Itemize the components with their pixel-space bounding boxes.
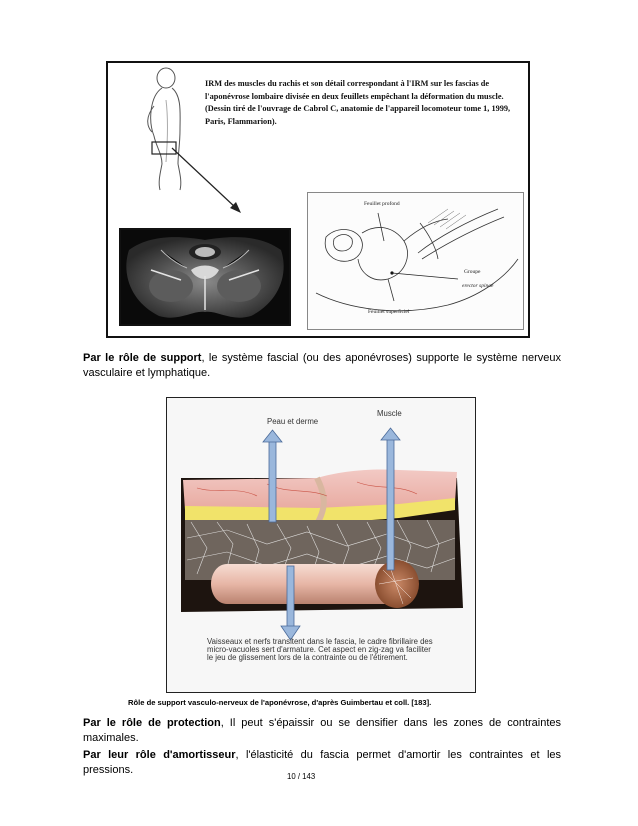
paragraph-support-heading: Par le rôle de support	[83, 352, 202, 364]
paragraph-protection	[83, 716, 561, 746]
paragraph-protection-heading: Par le rôle de protection	[83, 717, 221, 729]
label-feuillet-profond: Feuillet profond	[364, 201, 400, 207]
figure1-caption: IRM des muscles du rachis et son détail correspondant à l'IRM sur les fascias de l'aponévrose lombaire divisée en deux feuillets empêchant la déformation du muscle. (Dessin tiré de l'ouvrage de Cabrol C, anatomie de l'appareil locomoteur tome 1, 1999, Paris, Flammarion).	[205, 79, 511, 126]
fascia-diagram	[307, 192, 524, 330]
paragraph-support-text: , le système fascial (ou des aponévroses) supporte le système nerveux vasculaire et lymphatique.	[83, 352, 561, 379]
paragraph-amortisseur	[83, 748, 561, 778]
figure2-caption: Rôle de support vasculo-nerveux de l'aponévrose, d'après Guimbertau et coll. [183].	[128, 698, 432, 707]
label-muscle: Muscle	[377, 409, 402, 418]
label-erector-spinae: erector spinae	[462, 283, 494, 289]
paragraph-amortisseur-heading: Par leur rôle d'amortisseur	[83, 749, 236, 761]
paragraph-amortisseur-text: , l'élasticité du fascia permet d'amortir les contraintes et les pressions.	[83, 749, 562, 776]
figure2-description: Vaisseaux et nerfs transitent dans le fascia, le cadre fibrillaire des micro-vacuoles sert d'armature. Cet aspect en zig-zag va faciliter le jeu de glissement lors de la contrainte ou de l'étirement.	[207, 637, 433, 663]
label-groupe: Groupe	[464, 269, 481, 275]
page-number: 10 / 143	[287, 772, 316, 781]
mri-image	[119, 228, 291, 326]
label-peau-derme: Peau et derme	[267, 417, 319, 426]
figure-vasculo-nerveux	[166, 397, 476, 693]
paragraph-protection-text: , Il peut s'épaissir ou se densifier dans les zones de contraintes maximales.	[83, 717, 562, 744]
pointer-arrow	[170, 146, 245, 218]
paragraph-support	[83, 351, 561, 381]
label-feuillet-superficiel: Feuillet superficiel	[368, 309, 410, 315]
